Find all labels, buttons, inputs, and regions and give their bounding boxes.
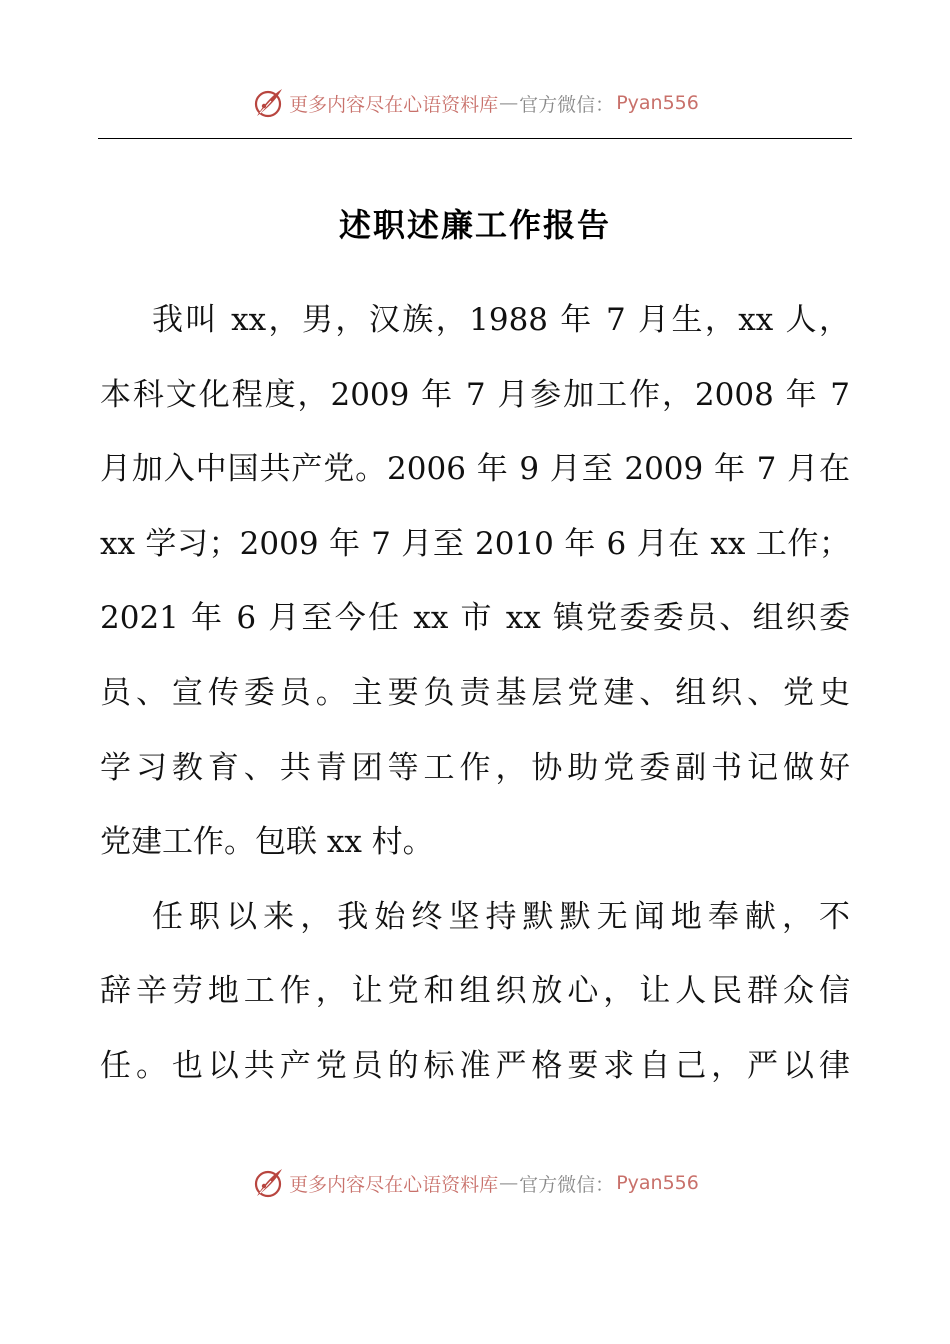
- document-body: [100, 283, 850, 1104]
- document-title: 述职述廉工作报告: [338, 206, 611, 244]
- header-banner: [0, 83, 950, 123]
- banner-wechat-label: 官方微信：: [519, 93, 615, 116]
- body-line: 辞辛劳地工作，让党和组织放心，让人民群众信: [100, 973, 850, 1010]
- banner-brand-text: 更多内容尽在心语资料库: [289, 93, 499, 116]
- body-line: 学习教育、共青团等工作，协助党委副书记做好: [100, 749, 850, 786]
- banner-separator: —: [499, 92, 519, 114]
- body-line: 我叫 xx，男，汉族，1988 年 7 月生，xx 人，: [152, 302, 850, 338]
- body-line: 党建工作。包联 xx 村。: [100, 824, 434, 861]
- body-line: 本科文化程度，2009 年 7 月参加工作，2008 年 7: [100, 376, 850, 413]
- body-line: 任职以来，我始终坚持默默无闻地奉献，不: [152, 898, 850, 935]
- quill-pen-logo-icon: [251, 1166, 285, 1200]
- body-line: 月加入中国共产党。2006 年 9 月至 2009 年 7 月在: [100, 451, 850, 488]
- banner-separator: —: [499, 1172, 519, 1194]
- banner-brand-text: 更多内容尽在心语资料库: [289, 1173, 499, 1196]
- body-line: 员、宣传委员。主要负责基层党建、组织、党史: [100, 674, 850, 711]
- banner-wechat-id: Pyan556: [616, 1172, 699, 1194]
- body-line: xx 学习；2009 年 7 月至 2010 年 6 月在 xx 工作；: [100, 525, 850, 562]
- body-line: 任。也以共产党员的标准严格要求自己，严以律: [100, 1047, 850, 1084]
- quill-pen-logo-icon: [251, 86, 285, 120]
- banner-wechat-label: 官方微信：: [519, 1173, 615, 1196]
- banner-wechat-id: Pyan556: [616, 92, 699, 114]
- body-line: 2021 年 6 月至今任 xx 市 xx 镇党委委员、组织委: [100, 600, 850, 637]
- footer-banner: [0, 1163, 950, 1203]
- header-rule: [98, 138, 852, 139]
